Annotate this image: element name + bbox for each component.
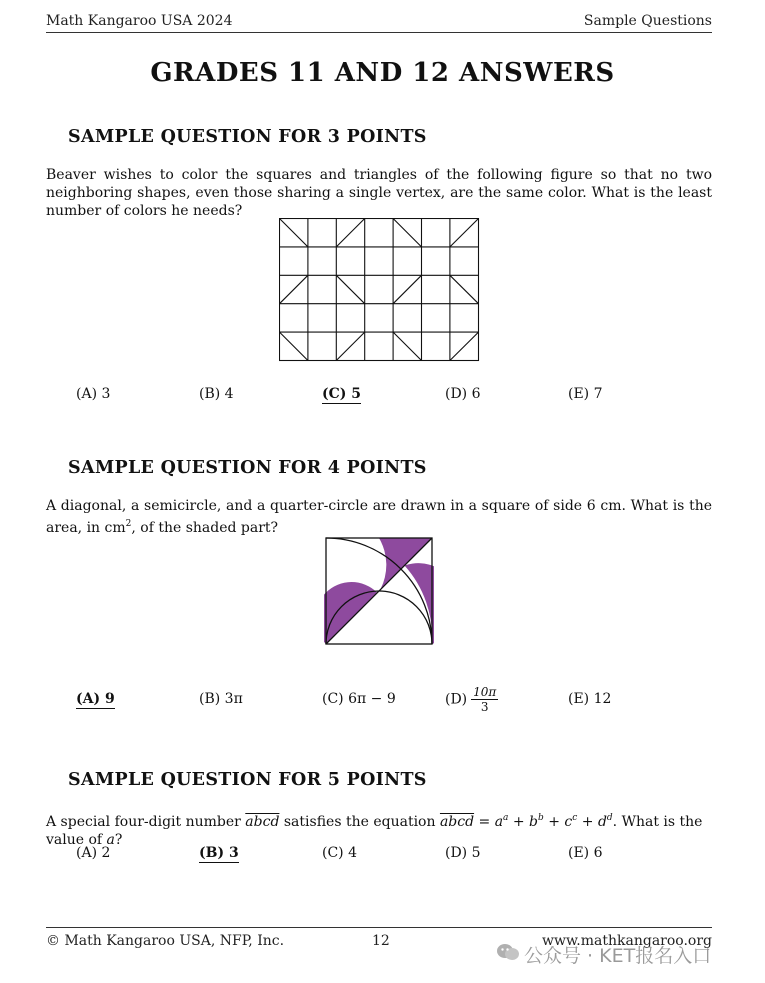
q1-option-c-correct: (C) 5 xyxy=(322,386,362,402)
page-title: GRADES 11 AND 12 ANSWERS xyxy=(150,58,615,88)
q3-option-a: (A) 2 xyxy=(76,845,111,861)
q2-option-b: (B) 3π xyxy=(199,691,243,707)
q1-option-b: (B) 4 xyxy=(199,386,234,402)
q1-option-e: (E) 7 xyxy=(568,386,603,402)
footer-page-number: 12 xyxy=(372,933,390,949)
q3-text: A special four-digit number abcd satisfies the equation abcd = $a^a + b^b + c^c + d^d$. What is the value of a? xyxy=(46,813,703,848)
q2-option-d-numerator: 10π xyxy=(473,685,497,699)
q2-heading: SAMPLE QUESTION FOR 4 POINTS xyxy=(68,458,427,478)
header-right: Sample Questions xyxy=(583,13,712,29)
q1-heading: SAMPLE QUESTION FOR 3 POINTS xyxy=(68,127,427,147)
footer-url[interactable]: www.mathkangaroo.org xyxy=(542,933,712,949)
q2-option-d-denominator: 3 xyxy=(480,700,489,714)
q3-option-c: (C) 4 xyxy=(322,845,357,861)
q2-option-a-correct: (A) 9 xyxy=(76,691,115,707)
q2-text: A diagonal, a semicircle, and a quarter-circle are drawn in a square of side 6 cm. What is the area, in $cm^2$, of the shaded part? xyxy=(46,498,712,536)
q3-heading: SAMPLE QUESTION FOR 5 POINTS xyxy=(68,770,427,790)
wechat-icon xyxy=(496,942,520,962)
q1-option-d: (D) 6 xyxy=(445,386,481,402)
q3-option-b-correct: (B) 3 xyxy=(199,845,239,861)
q3-option-e: (E) 6 xyxy=(568,845,603,861)
q1-option-a: (A) 3 xyxy=(76,386,111,402)
q2-option-e: (E) 12 xyxy=(568,691,612,707)
footer-copyright: © Math Kangaroo USA, NFP, Inc. xyxy=(46,933,285,949)
q2-option-c: (C) 6π − 9 xyxy=(322,691,396,707)
q2-square-figure xyxy=(324,537,434,646)
header-rule xyxy=(46,32,712,33)
q2-option-d: (D) $\frac{10\pi}{3}$ xyxy=(445,685,497,714)
q1-text: Beaver wishes to color the squares and triangles of the following figure so that no two neighboring shapes, even those sharing a single vertex, are the same color. What is the least number of colors he needs? xyxy=(46,167,712,219)
header-left: Math Kangaroo USA 2024 xyxy=(46,13,233,29)
footer-rule xyxy=(46,927,712,928)
q1-grid-figure xyxy=(279,218,480,362)
q3-option-d: (D) 5 xyxy=(445,845,481,861)
watermark-text: 公众号 · KET报名入口 xyxy=(524,945,712,967)
